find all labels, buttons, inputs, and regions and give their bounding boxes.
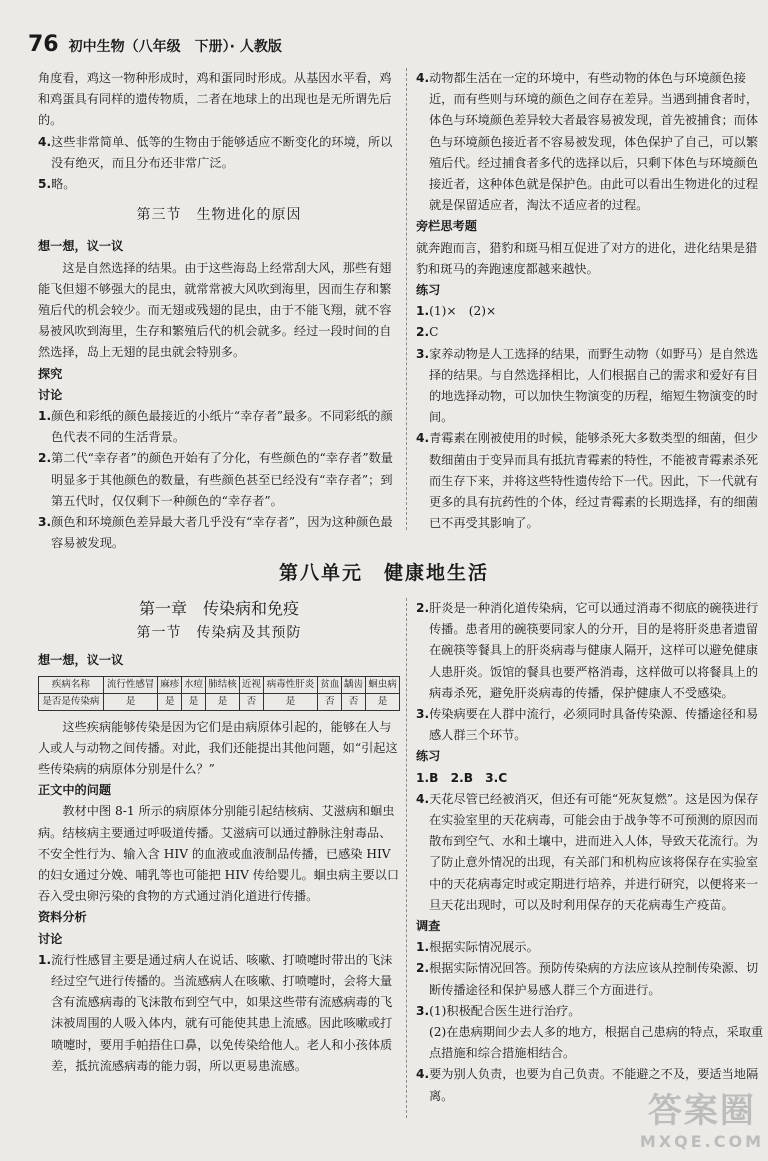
- column-divider-top: [406, 68, 407, 530]
- table-cell: 否: [240, 693, 264, 710]
- discuss-item-2: 2.第二代“幸存者”的颜色开始有了分化，有些颜色的“幸存者”数量明显多于其他颜色的数量，有些颜色甚至已经没有“幸存者”；到第五代时，仅仅剩下一种颜色的“幸存者”。: [38, 451, 393, 508]
- table-cell: 龋齿: [342, 676, 366, 693]
- chapter-title: 第一章 传染病和免疫: [138, 599, 299, 618]
- table-cell: 肺结核: [205, 676, 239, 693]
- page-header: [28, 32, 282, 57]
- answer-item-4: 4.动物都生活在一定的环境中，有些动物的体色与环境颜色接近，而有些则与环境的颜色之间存在差异。当遇到捕食者时，体色与环境颜色差异较大者最容易被发现，首先被捕食；而体色与环境颜色接近者不容易被发现，体色保护了自己，可以繁殖后代。经过捕食者多代的选择以后，只剩下体色与环境颜色接近者，这种体色就是保护色。由此可以看出生物进化的过程就是保留适应者，淘汰不适应者的过程。: [416, 71, 759, 213]
- survey-item-3b: (2)在患病期间少去人多的地方，根据自己患病的特点，采取重点措施和综合措施相结合。: [429, 1025, 764, 1061]
- answer-text: 角度看，鸡这一物种形成时，鸡和蛋同时形成。从基因水平看，鸡和鸡蛋具有同样的遗传物质，二者在地球上的出现也是无所谓先后的。: [38, 71, 392, 128]
- table-cell: 是: [205, 693, 239, 710]
- table-cell: 近视: [240, 676, 264, 693]
- book-title: 初中生物（八年级 下册）· 人教版: [68, 39, 282, 55]
- table-cell: 是: [182, 693, 206, 710]
- section-title: 第三节 生物进化的原因: [136, 207, 302, 224]
- table-cell: 麻疹: [158, 676, 182, 693]
- table-cell: 是: [103, 693, 158, 710]
- site-watermark: [640, 1083, 764, 1151]
- right-bottom-column: [416, 598, 768, 1107]
- left-top-column: [38, 68, 400, 554]
- survey-item-1: 1.根据实际情况展示。: [416, 940, 539, 955]
- table-cell: 是: [158, 693, 182, 710]
- practice-item-2: 2.C: [416, 325, 439, 340]
- practice-item-4: 4.青霉素在刚被使用的时候，能够杀死大多数类型的细菌，但少数细菌由于变异而具有抵抗青霉素的特性，不能被青霉素杀死而生存下来，并将这些特性遗传给下一代。因此，下一代就有更多的具有抗药性的个体，经过青霉素的长期选择，有的细菌已不再受其影响了。: [416, 431, 759, 531]
- table-cell: 是: [263, 693, 318, 710]
- practice-item-1: 1.(1)× (2)×: [416, 304, 497, 319]
- page-number: 76: [28, 32, 59, 57]
- table-cell: 否: [342, 693, 366, 710]
- think-text: 这是自然选择的结果。由于这些海岛上经常刮大风，那些有翅能飞但翅不够强大的昆虫，就常常被大风吹到海里，因而生存和繁殖后代的机会较少。而无翅或残翅的昆虫，由于不能飞翔，就不容易被风吹到海里，生存和繁殖后代的机会就多。经过一段时间的自然选择，岛上无翅的昆虫就会特别多。: [38, 260, 392, 360]
- table-cell: 水痘: [182, 676, 206, 693]
- survey-item-4: 4.要为别人负责，也要为自己负责。不能避之不及，要适当地隔离。: [416, 1067, 759, 1103]
- disease-table: [38, 676, 400, 711]
- think-header: 想一想，议一议: [38, 653, 124, 668]
- answer-item-5: 5.略。: [38, 177, 76, 192]
- table-cell: 疾病名称: [39, 676, 104, 693]
- practice-header: 练习: [416, 749, 441, 764]
- table-cell: 蛔虫病: [365, 676, 399, 693]
- explore-header: 探究: [38, 366, 63, 381]
- table-cell: 是否是传染病: [39, 693, 104, 710]
- table-cell: 病毒性肝炎: [263, 676, 318, 693]
- think-header: 想一想，议一议: [38, 239, 124, 254]
- survey-item-2: 2.根据实际情况回答。预防传染病的方法应该从控制传染源、切断传播途径和保护易感人群三个方面进行。: [416, 961, 759, 997]
- practice-choices: 1.B 2.B 3.C: [416, 770, 508, 785]
- discuss-item-3: 3.颜色和环境颜色差异最大者几乎没有“幸存者”，因为这种颜色最容易被发现。: [38, 515, 393, 551]
- table-row: [39, 693, 400, 710]
- discuss-item-1: 1.颜色和彩纸的颜色最接近的小纸片“幸存者”最多。不同彩纸的颜色代表不同的生活背景。: [38, 409, 393, 445]
- survey-header: 调查: [416, 919, 441, 934]
- section-title: 第一节 传染病及其预防: [136, 625, 302, 642]
- side-question-header: 旁栏思考题: [416, 219, 477, 234]
- column-divider-bottom: [406, 598, 407, 1118]
- discuss-item-3: 3.传染病要在人群中流行，必须同时具备传染源、传播途径和易感人群三个环节。: [416, 707, 759, 743]
- unit-title: 第八单元 健康地生活: [278, 562, 489, 584]
- practice-item-3: 3.家养动物是人工选择的结果，而野生动物（如野马）是自然选择的结果。与自然选择相比，人们根据自己的需求和爱好有目的地选择动物，可以加快生物演变的历程，缩短生物演变的时间。: [416, 346, 759, 425]
- table-cell: 是: [365, 693, 399, 710]
- table-cell: 否: [318, 693, 342, 710]
- discuss-header: 讨论: [38, 931, 63, 946]
- watermark-logo-text: 答案圈: [647, 1091, 756, 1131]
- data-analysis-header: 资料分析: [38, 910, 87, 925]
- answer-item-4: 4.这些非常简单、低等的生物由于能够适应不断变化的环境，所以没有绝灭，而且分布还非常广泛。: [38, 134, 393, 170]
- watermark-url: MXQE.COM: [639, 1132, 764, 1151]
- table-cell: 贫血: [318, 676, 342, 693]
- text-question-header: 正文中的问题: [38, 783, 112, 798]
- discuss-header: 讨论: [38, 387, 63, 402]
- survey-item-3a: 3.(1)积极配合医生进行治疗。: [416, 1003, 581, 1018]
- table-cell: 流行性感冒: [103, 676, 158, 693]
- practice-item-4: 4.天花尽管已经被消灭，但还有可能“死灰复燃”。这是因为保存在实验室里的天花病毒，可能会由于战争等不可预测的原因而散布到空气、水和土壤中，进而进入人体，导致天花流行。为了防止意外情况的出现，有关部门和机构应该将保存在实验室中的天花病毒定时或定期进行培养，并进行研究，以便将来一旦天花出现时，可以及时利用保存的天花病毒生产疫苗。: [416, 791, 759, 912]
- text-question-answer: 教材中图 8-1 所示的病原体分别能引起结核病、艾滋病和蛔虫病。结核病主要通过呼吸道传播。艾滋病可以通过静脉注射毒品、不安全性行为、输入含 HIV 的血液或血液制品传播，已感染 HIV 的妇女通过分娩、哺乳等也可能把 HIV 传给婴儿。蛔虫病主要以口吞入受虫卵污染的食物的方式通过消化道进行传播。: [38, 804, 400, 904]
- right-top-column: [416, 68, 768, 534]
- side-question-text: 就奔跑而言，猎豹和斑马相互促进了对方的进化，进化结果是猎豹和斑马的奔跑速度都越来越快。: [416, 240, 758, 276]
- table-row: [39, 676, 400, 693]
- practice-header: 练习: [416, 283, 441, 298]
- discuss-item-1: 1.流行性感冒主要是通过病人在说话、咳嗽、打喷嚏时带出的飞沫经过空气进行传播的。当流感病人在咳嗽、打喷嚏时，会将大量含有流感病毒的飞沫散布到空气中，如果这些带有流感病毒的飞沫被周围的人吸入体内，就有可能使其患上流感。因此咳嗽或打喷嚏时，要用手帕捂住口鼻，以免传染给他人。老人和小孩体质差，抵抗流感病毒的能力弱，所以更易患流感。: [38, 952, 393, 1073]
- left-bottom-column: [38, 598, 400, 1077]
- discuss-item-2: 2.肝炎是一种消化道传染病，它可以通过消毒不彻底的碗筷进行传播。患者用的碗筷要同家人的分开，目的是将肝炎患者遗留在碗筷等餐具上的肝炎病毒与健康人隔开，这样可以避免健康人患肝炎。饭馆的餐具也要严格消毒，这样做可以将餐具上的病毒杀死，避免肝炎病毒的传播，保护健康人不受感染。: [416, 601, 759, 700]
- think-text: 这些疾病能够传染是因为它们是由病原体引起的，能够在人与人或人与动物之间传播。对此，我们还能提出其他问题，如“引起这些传染病的病原体分别是什么？”: [38, 719, 398, 777]
